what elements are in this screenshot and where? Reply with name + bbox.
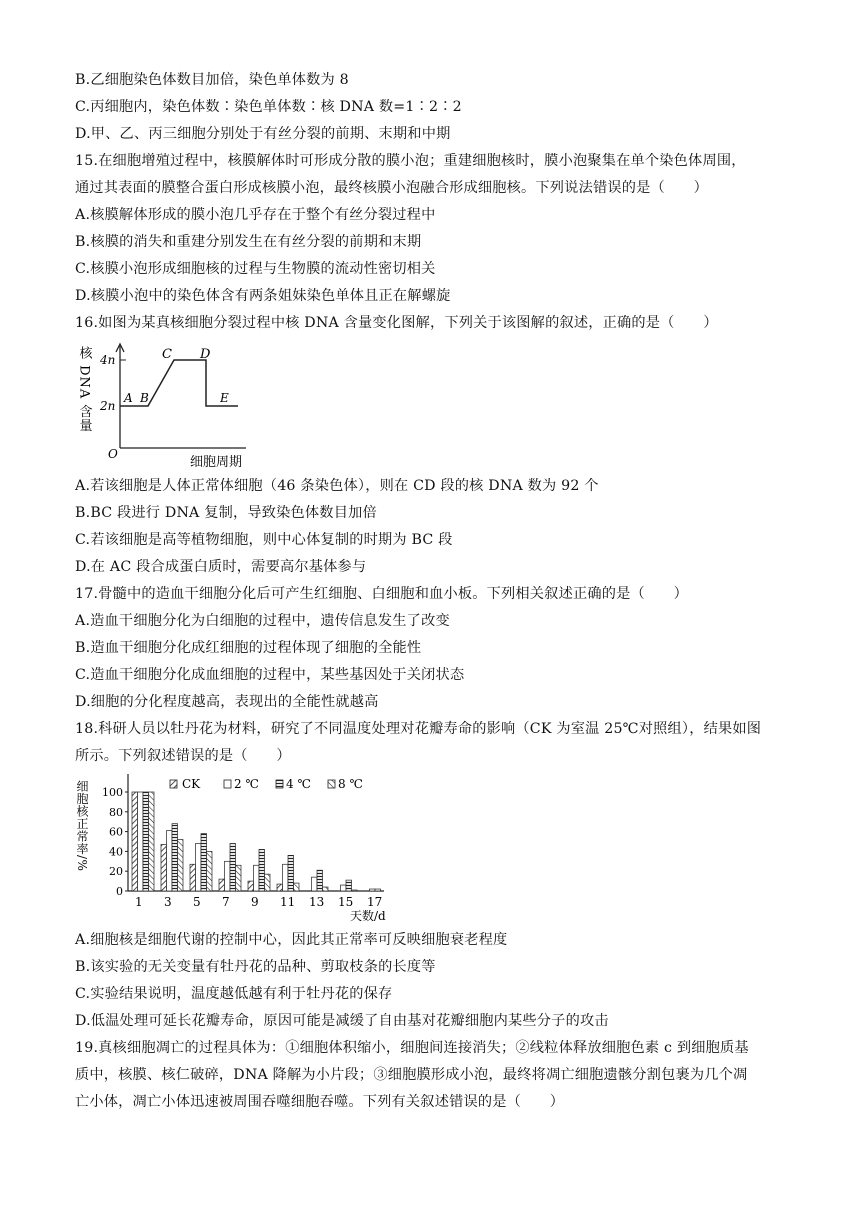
bar-8c-day-15: [352, 890, 358, 891]
legend-swatch-4c: [276, 780, 283, 788]
y-tick-label: 0: [116, 885, 123, 898]
bar-4c-day-17: [375, 889, 381, 891]
bar-4c-day-5: [201, 834, 207, 891]
bar-ck-day-7: [219, 879, 225, 891]
legend: [170, 777, 363, 791]
option-b-q18: B.该实验的无关变量有牡丹花的品种、剪取枝条的长度等: [75, 959, 436, 975]
point-label-c: C: [162, 347, 172, 362]
option-b-q15: B.核膜的消失和重建分别发生在有丝分裂的前期和末期: [75, 234, 422, 250]
legend-label-ck: CK: [182, 777, 201, 791]
bar-4c-day-11: [288, 855, 294, 891]
bar-ck-day-1: [132, 792, 138, 891]
question-15-line1: 15.在细胞增殖过程中，核膜解体时可形成分散的膜小泡；重建细胞核时，膜小泡聚集在单个染色体周围，: [75, 153, 746, 169]
point-label-e: E: [220, 391, 229, 405]
bar-ck-day-9: [248, 881, 254, 891]
option-d-q18: D.低温处理可延长花瓣寿命，原因可能是减缓了自由基对花瓣细胞内某些分子的攻击: [75, 1013, 609, 1029]
y-tick-label-2n: 2n: [100, 399, 116, 413]
bar-4c-day-15: [346, 880, 352, 891]
bar-8c-day-9: [265, 874, 271, 891]
question-16: 16.如图为某真核细胞分裂过程中核 DNA 含量变化图解，下列关于该图解的叙述，正确的是（ ）: [75, 315, 718, 331]
bar-4c-day-7: [230, 843, 236, 891]
legend-label-2c: 2 ℃: [234, 777, 259, 791]
option-a-q18: A.细胞核是细胞代谢的控制中心，因此其正常率可反映细胞衰老程度: [75, 932, 508, 948]
bar-ck-day-5: [190, 864, 196, 891]
question-15-line2: 通过其表面的膜整合蛋白形成核膜小泡，最终核膜小泡融合形成细胞核。下列说法错误的是（ ）: [75, 180, 709, 196]
option-a-q16: A.若该细胞是人体正常体细胞（46 条染色体），则在 CD 段的核 DNA 数为 92 个: [75, 478, 599, 494]
y-tick-label: 20: [109, 865, 123, 879]
bar-ck-day-3: [161, 844, 167, 891]
bar-8c-day-7: [236, 865, 242, 891]
dna-content-chart: [78, 340, 258, 470]
question-18-line2: 所示。下列叙述错误的是（ ）: [75, 748, 291, 764]
option-c-q17: C.造血干细胞分化成血细胞的过程中，某些基因处于关闭状态: [75, 667, 465, 683]
legend-label-8c: 8 ℃: [338, 777, 363, 791]
option-b-q16: B.BC 段进行 DNA 复制，导致染色体数目加倍: [75, 505, 377, 521]
bar-4c-day-9: [259, 849, 265, 891]
option-b-q17: B.造血干细胞分化成红细胞的过程体现了细胞的全能性: [75, 640, 422, 656]
x-tick-label: 1: [135, 895, 143, 909]
point-label-a: A: [124, 391, 133, 405]
point-label-d: D: [200, 347, 211, 362]
option-a-q17: A.造血干细胞分化为白细胞的过程中，遗传信息发生了改变: [75, 613, 450, 629]
legend-swatch-ck: [170, 780, 177, 788]
option-d-q14: D.甲、乙、丙三细胞分别处于有丝分裂的前期、末期和中期: [75, 126, 451, 142]
y-tick-label: 80: [109, 805, 123, 819]
question-19-line1: 19.真核细胞凋亡的过程具体为：①细胞体积缩小，细胞间连接消失；②线粒体释放细胞色素 c 到细胞质基: [75, 1040, 749, 1056]
option-d-q15: D.核膜小泡中的染色体含有两条姐妹染色单体且正在解螺旋: [75, 288, 451, 304]
bar-2c-day-1: [138, 792, 144, 891]
nucleus-normal-rate-chart: [75, 770, 388, 928]
question-17: 17.骨髓中的造血干细胞分化后可产生红细胞、白细胞和血小板。下列相关叙述正确的是（ ）: [75, 586, 689, 602]
bar-4c-day-1: [143, 792, 149, 891]
y-tick-label-4n: 4n: [100, 353, 116, 367]
question-19-line2: 质中，核膜、核仁破碎，DNA 降解为小片段；③细胞膜形成小泡，最终将凋亡细胞遗骸分割包裹为几个凋: [75, 1067, 748, 1083]
legend-swatch-2c: [224, 780, 231, 788]
x-tick-label: 7: [222, 895, 230, 909]
bar-4c-day-13: [317, 870, 323, 891]
x-tick-label: 15: [338, 895, 354, 909]
x-tick-label: 3: [164, 895, 172, 909]
y-axis-label: 细胞核正常率/%: [75, 780, 89, 872]
bar-8c-day-5: [207, 851, 213, 891]
bar-2c-day-5: [196, 843, 202, 891]
bar-8c-day-13: [323, 887, 329, 891]
y-tick-label: 40: [109, 845, 123, 859]
x-axis-label: 天数/d: [350, 909, 386, 923]
bar-8c-day-1: [149, 792, 155, 891]
x-tick-label: 5: [193, 895, 201, 909]
bar-4c-day-3: [172, 824, 178, 891]
legend-swatch-8c: [328, 780, 335, 788]
bar-2c-day-15: [341, 885, 347, 891]
question-18-line1: 18.科研人员以牡丹花为材料，研究了不同温度处理对花瓣寿命的影响（CK 为室温 25℃对照组），结果如图: [75, 721, 762, 737]
bar-8c-day-11: [294, 883, 300, 891]
bar-ck-day-11: [277, 884, 283, 891]
question-19-line3: 亡小体，凋亡小体迅速被周围吞噬细胞吞噬。下列有关叙述错误的是（ ）: [75, 1094, 565, 1110]
x-tick-label: 13: [309, 895, 325, 909]
x-axis-label: 细胞周期: [190, 455, 243, 470]
x-tick-label: 9: [251, 895, 259, 909]
option-a-q15: A.核膜解体形成的膜小泡几乎存在于整个有丝分裂过程中: [75, 207, 436, 223]
bar-2c-day-9: [254, 865, 260, 891]
option-b-q14: B.乙细胞染色体数目加倍，染色单体数为 8: [75, 72, 349, 88]
y-axis-label: 核 DNA 含量: [76, 346, 92, 433]
y-tick-label: 60: [109, 825, 123, 839]
option-c-q14: C.丙细胞内，染色体数∶染色单体数∶核 DNA 数=1∶2∶2: [75, 99, 462, 115]
bar-2c-day-3: [167, 831, 173, 891]
x-tick-label: 11: [280, 895, 296, 909]
y-tick-label: 100: [102, 786, 123, 799]
option-c-q15: C.核膜小泡形成细胞核的过程与生物膜的流动性密切相关: [75, 261, 436, 277]
bar-2c-day-7: [225, 861, 231, 891]
x-tick-label: 17: [367, 895, 383, 909]
bar-2c-day-11: [283, 864, 289, 891]
legend-label-4c: 4 ℃: [286, 777, 311, 791]
origin-label: O: [108, 447, 118, 461]
bar-8c-day-3: [178, 840, 184, 891]
option-d-q17: D.细胞的分化程度越高，表现出的全能性就越高: [75, 694, 379, 710]
point-label-b: B: [140, 391, 149, 405]
bar-2c-day-17: [370, 889, 376, 891]
option-d-q16: D.在 AC 段合成蛋白质时，需要高尔基体参与: [75, 559, 367, 575]
option-c-q16: C.若该细胞是高等植物细胞，则中心体复制的时期为 BC 段: [75, 532, 453, 548]
bar-2c-day-13: [312, 877, 318, 891]
option-c-q18: C.实验结果说明，温度越低越有利于牡丹花的保存: [75, 986, 393, 1002]
